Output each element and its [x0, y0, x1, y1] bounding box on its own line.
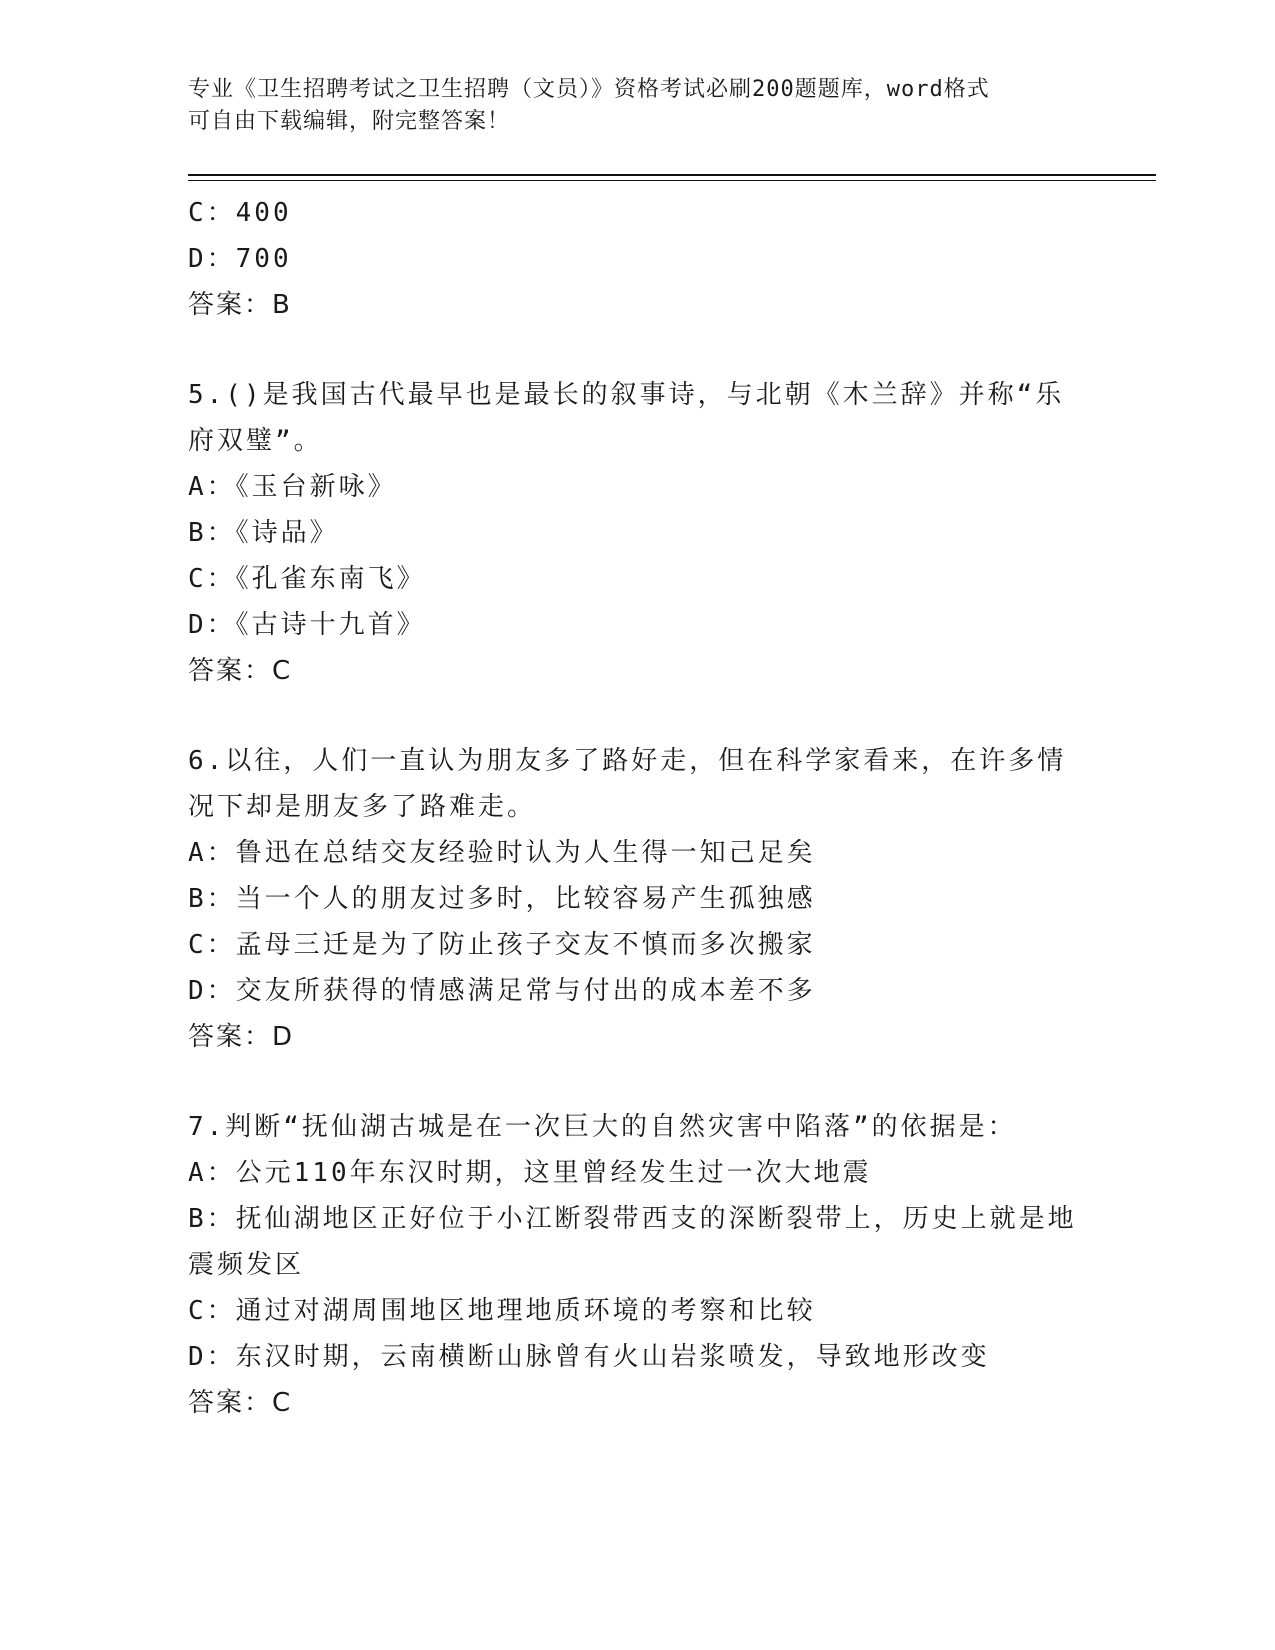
answer-line: 答案：B: [188, 290, 292, 320]
option-c: C：孟母三迁是为了防止孩子交友不慎而多次搬家: [188, 930, 816, 960]
question-stem-line: 府双璧”。: [188, 426, 323, 456]
document-header: [188, 74, 1088, 138]
spacer: [188, 694, 1088, 738]
question-stem-line: 况下却是朋友多了路难走。: [188, 792, 537, 822]
question-stem-line: 7.判断“抚仙湖古城是在一次巨大的自然灾害中陷落”的依据是：: [188, 1112, 1017, 1142]
option-d: D：《古诗十九首》: [188, 610, 426, 640]
question-5: [188, 372, 1088, 694]
header-divider-thick: [188, 174, 1156, 176]
header-divider-thin: [188, 180, 1156, 181]
question-6: [188, 738, 1088, 1060]
option-c: C：400: [188, 198, 292, 228]
option-d: D：东汉时期，云南横断山脉曾有火山岩浆喷发，导致地形改变: [188, 1342, 990, 1372]
option-c: C：《孔雀东南飞》: [188, 564, 426, 594]
option-b-line2: 震频发区: [188, 1250, 305, 1280]
spacer: [188, 328, 1088, 372]
option-a: A：公元110年东汉时期，这里曾经发生过一次大地震: [188, 1158, 872, 1188]
answer-line: 答案：D: [188, 1022, 295, 1052]
answer-line: 答案：C: [188, 1388, 293, 1418]
option-a: A：《玉台新咏》: [188, 472, 397, 502]
question-list: [188, 190, 1088, 1426]
option-b-line1: B：抚仙湖地区正好位于小江断裂带西支的深断裂带上，历史上就是地: [188, 1204, 1077, 1234]
spacer: [188, 1060, 1088, 1104]
question-4-continued: [188, 190, 1088, 328]
option-d: D：700: [188, 244, 292, 274]
option-a: A：鲁迅在总结交友经验时认为人生得一知己足矣: [188, 838, 816, 868]
question-7: [188, 1104, 1088, 1426]
header-title-line1: 专业《卫生招聘考试之卫生招聘（文员）》资格考试必刷200题题库，word格式: [188, 77, 990, 102]
option-d: D：交友所获得的情感满足常与付出的成本差不多: [188, 976, 816, 1006]
option-c: C：通过对湖周围地区地理地质环境的考察和比较: [188, 1296, 816, 1326]
question-stem-line: 6.以往，人们一直认为朋友多了路好走，但在科学家看来，在许多情: [188, 746, 1067, 776]
answer-line: 答案：C: [188, 656, 293, 686]
option-b: B：《诗品》: [188, 518, 339, 548]
question-stem-line: 5.()是我国古代最早也是最长的叙事诗，与北朝《木兰辞》并称“乐: [188, 380, 1065, 410]
header-title-line2: 可自由下载编辑，附完整答案！: [188, 109, 511, 134]
option-b: B：当一个人的朋友过多时，比较容易产生孤独感: [188, 884, 816, 914]
